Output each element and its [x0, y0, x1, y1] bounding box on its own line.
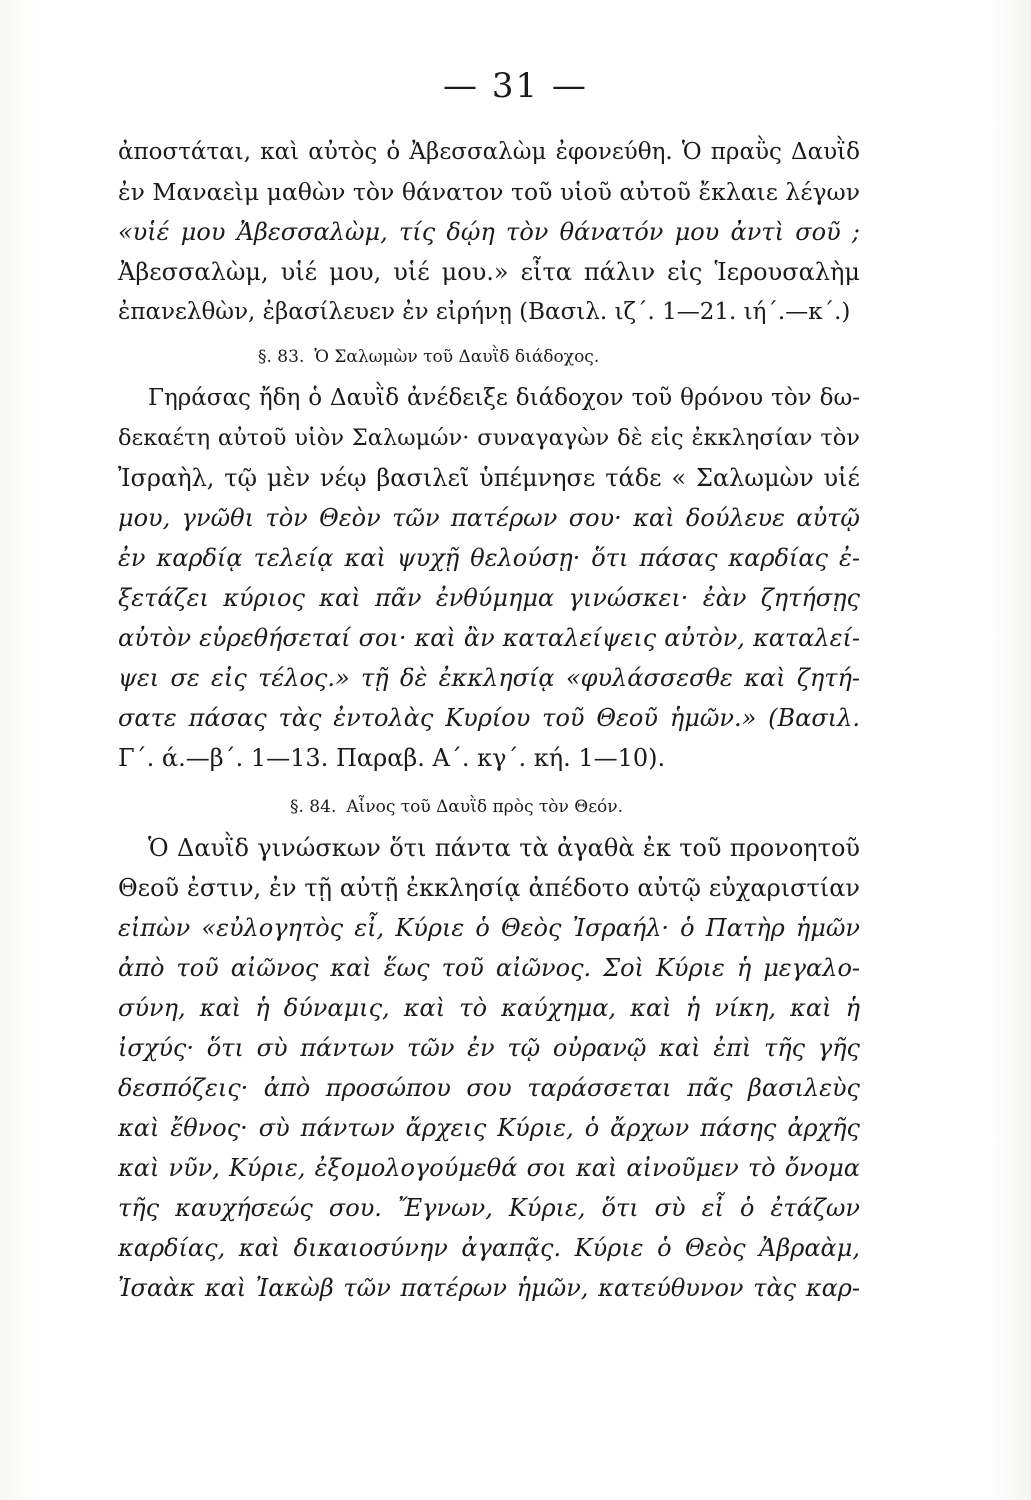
text-line: Γ΄. ά.—β΄. 1—13. Παραβ. Α΄. κγ΄. κή. 1—10).: [118, 744, 666, 772]
text-line: ἐν Μαναεὶμ μαθὼν τὸν θάνατον τοῦ υἱοῦ αὐτοῦ ἔκλαιε λέγων: [118, 178, 860, 206]
text-line: εἰπὼν «εὐλογητὸς εἶ, Κύριε ὁ Θεὸς Ἰσραήλ· ὁ Πατὴρ ἡμῶν: [118, 914, 860, 942]
text-line: ἀποστάται, καὶ αὐτὸς ὁ Ἀβεσσαλὼμ ἐφονεύθη. Ὁ πραῢς Δαυῒδ: [118, 139, 860, 165]
text-line: Ἰσαὰκ καὶ Ἰακὼβ τῶν πατέρων ἡμῶν, κατεύθυνον τὰς καρ-: [118, 1274, 860, 1302]
text-line: ἐν καρδίᾳ τελείᾳ καὶ ψυχῇ θελούσῃ· ὅτι πάσας καρδίας ἐ-: [118, 544, 860, 572]
paragraph-3: [118, 828, 860, 1308]
text-line: σατε πάσας τὰς ἐντολὰς Κυρίου τοῦ Θεοῦ ἡμῶν.» (Βασιλ.: [118, 704, 860, 732]
page-number: — 31 —: [443, 66, 588, 106]
paragraph-1: [118, 132, 860, 332]
section-heading-84: [118, 782, 860, 828]
text-line: ἰσχύς· ὅτι σὺ πάντων τῶν ἐν τῷ οὐρανῷ καὶ ἐπὶ τῆς γῆς: [118, 1034, 860, 1062]
text-line: καὶ ἔθνος· σὺ πάντων ἄρχεις Κύριε, ὁ ἄρχων πάσης ἀρχῆς: [118, 1114, 860, 1142]
text-line: Θεοῦ ἐστιν, ἐν τῇ αὐτῇ ἐκκλησίᾳ ἀπέδοτο αὐτῷ εὐχαριστίαν: [118, 874, 860, 902]
section-number: §. 84.: [290, 797, 337, 817]
text-line: «υἱέ μου Ἀβεσσαλὼμ, τίς δῴη τὸν θάνατόν μου ἀντὶ σοῦ ;: [118, 218, 860, 246]
text-line: Γηράσας ἤδη ὁ Δαυῒδ ἀνέδειξε διάδοχον τοῦ θρόνου τὸν δω-: [148, 385, 860, 411]
section-title: Ὁ Σαλωμὼν τοῦ Δαυῒδ διάδοχος.: [314, 347, 600, 367]
text-line: δεσπόζεις· ἀπὸ προσώπου σου ταράσσεται πᾶς βασιλεὺς: [118, 1074, 860, 1102]
body-text: [118, 132, 860, 1308]
text-line: αὐτὸν εὑρεθήσεταί σοι· καὶ ἂν καταλείψεις αὐτὸν, καταλεί-: [118, 624, 860, 652]
text-line: μου, γνῶθι τὸν Θεὸν τῶν πατέρων σου· καὶ δούλευε αὐτῷ: [118, 504, 860, 532]
text-line: Ἀβεσσαλὼμ, υἱέ μου, υἱέ μου.» εἶτα πάλιν εἰς Ἱερουσαλὴμ: [118, 258, 860, 286]
text-line: καρδίας, καὶ δικαιοσύνην ἀγαπᾷς. Κύριε ὁ Θεὸς Ἀβραὰμ,: [118, 1234, 860, 1262]
text-line: Ἰσραὴλ, τῷ μὲν νέῳ βασιλεῖ ὑπέμνησε τάδε « Σαλωμὼν υἱέ: [118, 464, 860, 492]
text-line: τῆς καυχήσεώς σου. Ἔγνων, Κύριε, ὅτι σὺ εἶ ὁ ἐτάζων: [118, 1194, 860, 1222]
paragraph-2: [118, 378, 860, 778]
text-line: σύνη, καὶ ἡ δύναμις, καὶ τὸ καύχημα, καὶ ἡ νίκη, καὶ ἡ: [118, 994, 860, 1022]
text-line: Ὁ Δαυῒδ γινώσκων ὅτι πάντα τὰ ἀγαθὰ ἐκ τοῦ προνοητοῦ: [148, 834, 860, 862]
text-line: ξετάζει κύριος καὶ πᾶν ἐνθύμημα γινώσκει· ἐὰν ζητήσῃς: [118, 584, 860, 612]
section-title: Αἶνος τοῦ Δαυῒδ πρὸς τὸν Θεόν.: [346, 797, 623, 817]
section-heading-83: [118, 332, 860, 378]
text-line: καὶ νῦν, Κύριε, ἐξομολογούμεθά σοι καὶ αἰνοῦμεν τὸ ὄνομα: [118, 1154, 860, 1182]
text-line: ἐπανελθὼν, ἐβασίλευεν ἐν εἰρήνῃ (Βασιλ. ιζ΄. 1—21. ιή΄.—κ΄.): [118, 299, 851, 325]
text-line: ψει σε εἰς τέλος.» τῇ δὲ ἐκκλησίᾳ «φυλάσσεσθε καὶ ζητή-: [118, 664, 860, 692]
text-line: δεκαέτη αὐτοῦ υἱὸν Σαλωμών· συναγαγὼν δὲ εἰς ἐκκλησίαν τὸν: [118, 425, 860, 451]
section-number: §. 83.: [258, 347, 305, 367]
text-line: ἀπὸ τοῦ αἰῶνος καὶ ἕως τοῦ αἰῶνος. Σοὶ Κύριε ἡ μεγαλο-: [118, 954, 860, 982]
